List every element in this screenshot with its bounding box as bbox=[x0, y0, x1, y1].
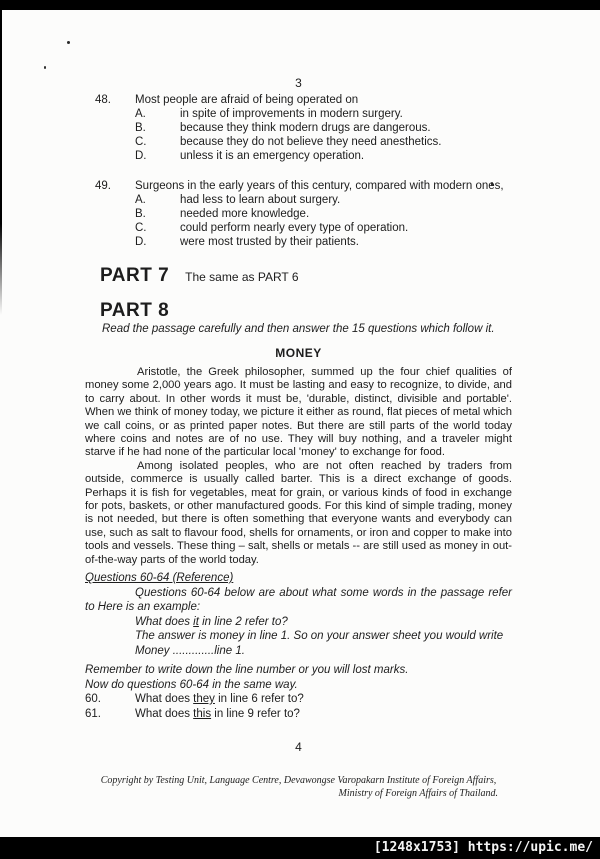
now-do-line: Now do questions 60-64 in the same way. bbox=[85, 678, 298, 691]
underlined-word: this bbox=[193, 708, 212, 721]
text-segment: What does bbox=[135, 708, 194, 721]
underlined-word: it bbox=[193, 615, 199, 628]
choice-text: could perform nearly every type of operation. bbox=[180, 222, 409, 234]
choice-letter: B. bbox=[135, 122, 146, 134]
part8-instruction: Read the passage carefully and then answer the 15 questions which follow it. bbox=[102, 323, 495, 335]
choice-text: because they do not believe they need anesthetics. bbox=[180, 136, 442, 148]
reference-section bbox=[85, 571, 512, 722]
question-stem-row bbox=[95, 179, 512, 193]
choice-row bbox=[135, 207, 512, 221]
reference-heading: Questions 60-64 (Reference) bbox=[85, 572, 234, 585]
question-stem: Most people are afraid of being operated on bbox=[135, 94, 359, 106]
choice-letter: A. bbox=[135, 108, 146, 120]
choice-row bbox=[135, 235, 512, 249]
copyright-line-1: Copyright by Testing Unit, Language Centre, Devawongse Varopakarn Institute of Foreign Affairs, bbox=[100, 775, 497, 787]
passage-title: MONEY bbox=[275, 346, 322, 360]
question-60 bbox=[85, 692, 512, 707]
choice-text: in spite of improvements in modern surgery. bbox=[180, 108, 403, 120]
text-segment: What does bbox=[135, 693, 194, 706]
part8-heading-row bbox=[100, 300, 512, 322]
choice-row bbox=[135, 121, 512, 135]
choice-row bbox=[135, 149, 512, 163]
question-61 bbox=[85, 707, 512, 722]
scan-left-edge bbox=[0, 10, 2, 315]
question-number: 60. bbox=[85, 693, 101, 706]
text-segment: in line 9 refer to? bbox=[211, 708, 300, 721]
text-segment: in line 2 refer to? bbox=[198, 615, 288, 628]
example-question bbox=[135, 615, 512, 630]
reference-example bbox=[135, 615, 512, 659]
choice-letter: D. bbox=[135, 150, 147, 162]
scan-speck bbox=[44, 66, 46, 69]
part7-title: PART 7 bbox=[100, 265, 170, 286]
question-stem-row bbox=[95, 93, 512, 107]
choice-text: were most trusted by their patients. bbox=[180, 236, 359, 248]
choice-row bbox=[135, 107, 512, 121]
example-answer-line-1: The answer is money in line 1. So on your answer sheet you would write bbox=[135, 630, 504, 643]
choice-row bbox=[135, 221, 512, 235]
page-number-top: 3 bbox=[295, 76, 302, 90]
page-content bbox=[85, 0, 512, 800]
question-48 bbox=[95, 93, 512, 163]
underlined-word: they bbox=[193, 693, 215, 706]
example-label: Here is an example: bbox=[97, 601, 201, 614]
copyright-footer bbox=[85, 774, 512, 800]
text-segment: Questions 60-64 below are about what some words in the passage refer to bbox=[85, 586, 512, 614]
page-number-bottom: 4 bbox=[295, 740, 302, 755]
part7-heading-row bbox=[100, 265, 512, 287]
choice-list bbox=[95, 107, 512, 163]
reminder-line: Remember to write down the line number or you will lost marks. bbox=[85, 664, 409, 677]
choice-letter: C. bbox=[135, 136, 147, 148]
scan-speck bbox=[67, 41, 70, 44]
example-answer-line-2: Money .............line 1. bbox=[135, 644, 245, 657]
choice-letter: A. bbox=[135, 194, 146, 206]
passage-paragraph-2: Among isolated peoples, who are not often reached by traders from outside, commerce is usually called barter. This is a direct exchange of goods. Perhaps it is fish for vegetables, meat for grain, or various kinds of food in exchange for pots, baskets, or other manufactured goods. For this kind of simple trading, money is not needed, but there is often something that everyone wants and everybody can use, such as salt to flavour food, shells for ornaments, or iron and copper to make into tools and vessels. These thing – salt, shells or metals -- are still used as money in out-of-the-way parts of the world today. bbox=[85, 459, 512, 566]
choice-letter: B. bbox=[135, 208, 146, 220]
passage-paragraph-1: Aristotle, the Greek philosopher, summed up the four chief qualities of money some 2,000 years ago. It must be lasting and easy to recognize, to divide, and to carry about. In other words it must be, 'durable, distinct, divisible and portable'. When we think of money today, we picture it either as round, flat pieces of metal which we call coins, or as printed paper notes. But there are still parts of the world today where coins and notes are of no use. They will buy nothing, and a traveler might starve if he had none of the particular local 'money' to exchange for food. bbox=[85, 366, 512, 459]
choice-letter: C. bbox=[135, 222, 147, 234]
question-number: 48. bbox=[95, 94, 111, 106]
question-number: 49. bbox=[95, 180, 111, 192]
question-49 bbox=[95, 179, 512, 249]
choice-letter: D. bbox=[135, 236, 147, 248]
choice-text: had less to learn about surgery. bbox=[180, 194, 341, 206]
copyright-line-2: Ministry of Foreign Affairs of Thailand. bbox=[338, 788, 498, 800]
question-stem: Surgeons in the early years of this century, compared with modern ones, bbox=[135, 180, 504, 192]
choice-text: needed more knowledge. bbox=[180, 208, 310, 220]
text-segment: in line 6 refer to? bbox=[214, 693, 304, 706]
choice-row bbox=[135, 135, 512, 149]
part8-title: PART 8 bbox=[100, 300, 170, 321]
image-dimensions-and-host: [1248x1753] https://upic.me/ bbox=[373, 840, 593, 855]
question-text bbox=[135, 707, 300, 722]
reference-intro bbox=[85, 586, 512, 615]
choice-list bbox=[95, 193, 512, 249]
choice-row bbox=[135, 193, 512, 207]
question-number: 61. bbox=[85, 708, 101, 721]
question-text bbox=[135, 692, 304, 707]
text-segment: What does bbox=[135, 615, 194, 628]
choice-text: unless it is an emergency operation. bbox=[180, 150, 365, 162]
part7-subtitle: The same as PART 6 bbox=[185, 270, 299, 284]
passage bbox=[85, 366, 512, 567]
image-caption-bar bbox=[0, 837, 600, 859]
choice-text: because they think modern drugs are dangerous. bbox=[180, 122, 431, 134]
